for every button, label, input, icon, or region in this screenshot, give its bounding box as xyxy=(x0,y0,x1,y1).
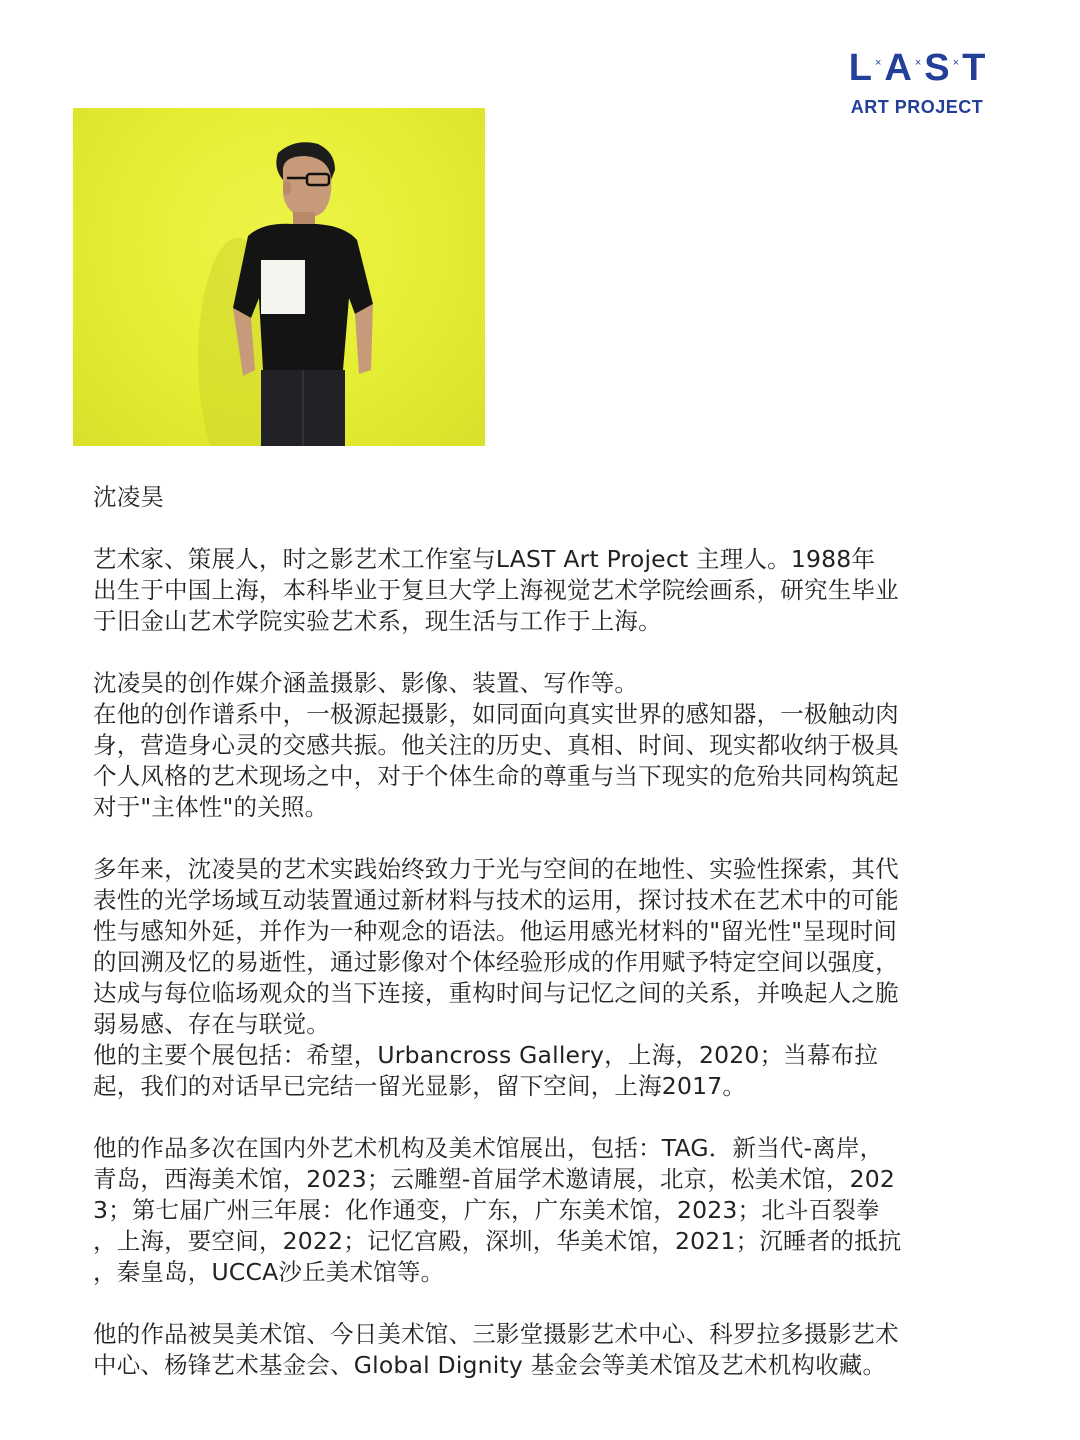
text-line: 在他的创作谱系中，一极源起摄影，如同面向真实世界的感知器，一极触动肉 xyxy=(93,700,899,728)
text-line: 于旧金山艺术学院实验艺术系，现生活与工作于上海。 xyxy=(93,607,662,635)
text-line: ，秦皇岛，UCCA沙丘美术馆等。 xyxy=(93,1258,445,1286)
text-line: 中心、杨锋艺术基金会、Global Dignity 基金会等美术馆及艺术机构收藏。 xyxy=(93,1351,887,1379)
text-line: 身，营造身心灵的交感共振。他关注的历史、真相、时间、现实都收纳于极具 xyxy=(93,731,899,759)
text-line: 多年来，沈凌昊的艺术实践始终致力于光与空间的在地性、实验性探索，其代 xyxy=(93,855,899,883)
bio-paragraph-media xyxy=(93,668,993,823)
bio-paragraph-exhibitions xyxy=(93,1133,993,1288)
text-line: 起，我们的对话早已完结一留光显影，留下空间，上海2017。 xyxy=(93,1072,747,1100)
text-line: 他的主要个展包括：希望，Urbancross Gallery，上海，2020；当幕布拉 xyxy=(93,1041,879,1069)
text-line: 性与感知外延，并作为一种观念的语法。他运用感光材料的"留光性"呈现时间 xyxy=(93,917,898,945)
text-line: 弱易感、存在与联觉。 xyxy=(93,1010,330,1038)
text-line: 艺术家、策展人，时之影艺术工作室与LAST Art Project 主理人。1988年 xyxy=(93,545,876,573)
text-line: 他的作品被昊美术馆、今日美术馆、三影堂摄影艺术中心、科罗拉多摄影艺术 xyxy=(93,1320,899,1348)
logo-letter-s: S xyxy=(924,47,950,89)
logo-subtitle: ART PROJECT xyxy=(850,97,984,117)
text-line: 的回溯及忆的易逝性，通过影像对个体经验形成的作用赋予特定空间以强度， xyxy=(93,948,899,976)
text-line: 对于"主体性"的关照。 xyxy=(93,793,329,821)
text-line: 沈凌昊的创作媒介涵盖摄影、影像、装置、写作等。 xyxy=(93,669,639,697)
text-line: 3；第七届广州三年展：化作通变，广东，广东美术馆，2023；北斗百裂拳 xyxy=(93,1196,880,1224)
logo-separator: × xyxy=(952,57,960,69)
bio-paragraph-practice xyxy=(93,854,993,1102)
text-line: 个人风格的艺术现场之中，对于个体生命的尊重与当下现实的危殆共同构筑起 xyxy=(93,762,899,790)
bio-paragraph-intro xyxy=(93,544,993,637)
text-line: 他的作品多次在国内外艺术机构及美术馆展出，包括：TAG．新当代-离岸， xyxy=(93,1134,884,1162)
logo-letter-a: A xyxy=(884,47,912,89)
text-line: 出生于中国上海，本科毕业于复旦大学上海视觉艺术学院绘画系，研究生毕业 xyxy=(93,576,899,604)
logo-wordmark xyxy=(846,47,988,95)
logo-separator: × xyxy=(914,57,922,69)
portrait-illustration xyxy=(73,108,485,446)
last-art-project-logo xyxy=(846,47,988,117)
artist-biography xyxy=(93,482,993,1381)
text-line: 表性的光学场域互动装置通过新材料与技术的运用，探讨技术在艺术中的可能 xyxy=(93,886,899,914)
logo-separator: × xyxy=(874,57,882,69)
artist-portrait-photo xyxy=(73,108,485,446)
artist-name: 沈凌昊 xyxy=(93,483,165,511)
logo-letter-l: L xyxy=(848,47,872,89)
text-line: 达成与每位临场观众的当下连接，重构时间与记忆之间的关系，并唤起人之脆 xyxy=(93,979,899,1007)
logo-letter-t: T xyxy=(962,47,986,89)
text-line: ，上海，要空间，2022；记忆宫殿，深圳，华美术馆，2021；沉睡者的抵抗 xyxy=(93,1227,902,1255)
bio-paragraph-collections xyxy=(93,1319,993,1381)
text-line: 青岛，西海美术馆，2023；云雕塑-首届学术邀请展，北京，松美术馆，202 xyxy=(93,1165,896,1193)
